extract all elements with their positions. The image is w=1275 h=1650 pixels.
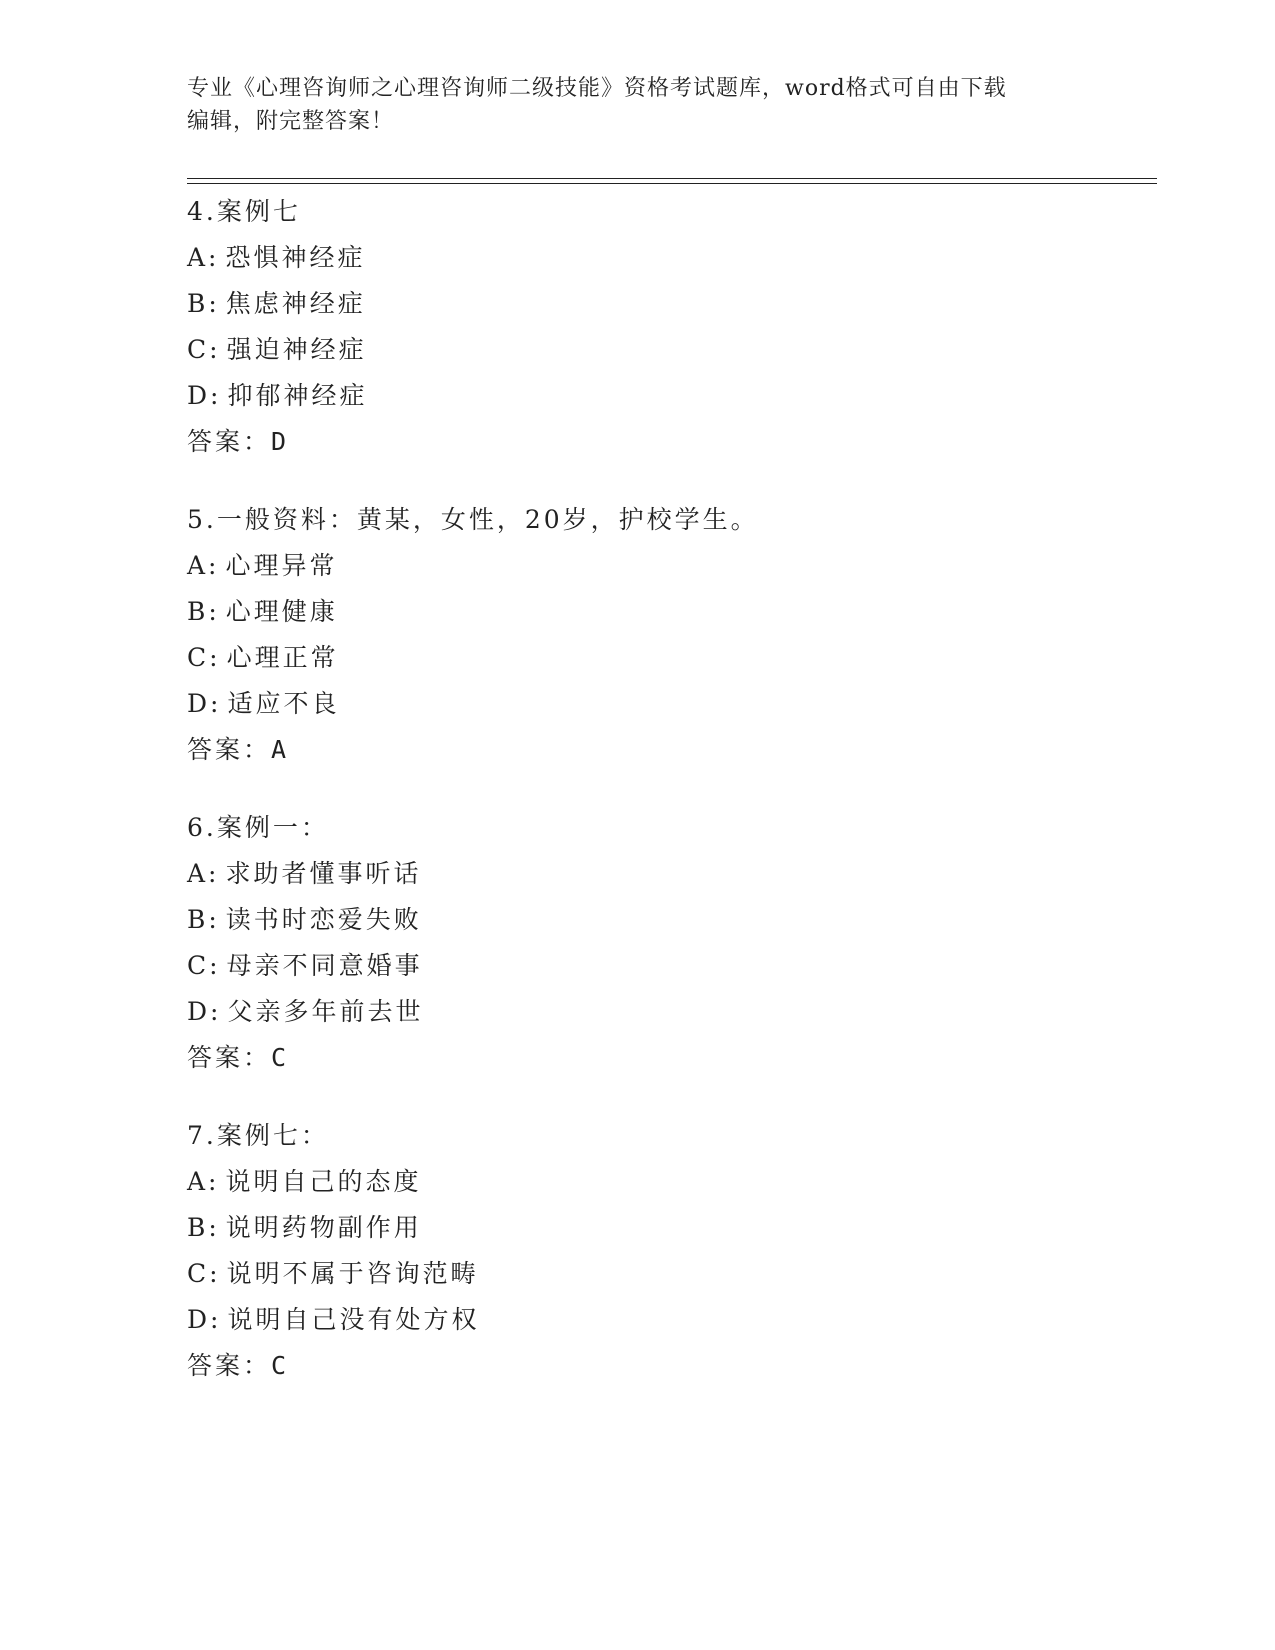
answer-value: D [271, 427, 287, 456]
option-key: B: [187, 1213, 220, 1242]
option-text: 父亲多年前去世 [227, 997, 424, 1026]
option-a [187, 851, 1187, 897]
option-key: A: [187, 551, 220, 580]
question-item [187, 189, 1187, 465]
header-divider-bottom [187, 183, 1157, 184]
option-text: 说明自己的态度 [225, 1167, 422, 1196]
option-d [187, 681, 1187, 727]
question-text: 一般资料：黄某，女性，20岁，护校学生。 [216, 505, 759, 534]
option-text: 心理正常 [226, 643, 339, 672]
option-a [187, 1159, 1187, 1205]
answer-value: C [271, 1351, 287, 1380]
option-key: D: [187, 997, 222, 1026]
question-number: 6. [187, 813, 217, 842]
option-c [187, 943, 1187, 989]
option-key: D: [187, 1305, 222, 1334]
question-number: 7. [187, 1121, 217, 1150]
option-a [187, 543, 1187, 589]
option-key: A: [187, 243, 220, 272]
option-key: D: [187, 381, 222, 410]
answer-label: 答案： [187, 1043, 272, 1072]
answer-line [187, 419, 1187, 465]
option-text: 恐惧神经症 [225, 243, 366, 272]
header-line-2: 编辑，附完整答案！ [187, 109, 395, 134]
option-text: 焦虑神经症 [225, 289, 366, 318]
option-text: 母亲不同意婚事 [226, 951, 423, 980]
answer-line [187, 1343, 1187, 1389]
question-stem [187, 805, 1187, 851]
option-a [187, 235, 1187, 281]
header-divider-top [187, 178, 1157, 179]
answer-value: A [271, 735, 287, 764]
question-list [187, 189, 1187, 1421]
answer-value: C [271, 1043, 287, 1072]
question-text: 案例七 [216, 197, 301, 226]
header-line-1: 专业《心理咨询师之心理咨询师二级技能》资格考试题库，word格式可自由下载 [187, 76, 1007, 101]
option-key: B: [187, 597, 220, 626]
option-text: 心理健康 [225, 597, 338, 626]
option-text: 心理异常 [225, 551, 338, 580]
option-text: 强迫神经症 [226, 335, 367, 364]
option-c [187, 327, 1187, 373]
answer-label: 答案： [187, 1351, 272, 1380]
option-key: C: [187, 1259, 221, 1288]
option-text: 读书时恋爱失败 [225, 905, 422, 934]
option-b [187, 897, 1187, 943]
option-c [187, 635, 1187, 681]
question-item [187, 1113, 1187, 1389]
option-b [187, 281, 1187, 327]
document-header [187, 72, 1087, 138]
question-number: 5. [187, 505, 217, 534]
option-key: C: [187, 335, 221, 364]
option-c [187, 1251, 1187, 1297]
question-text: 案例七： [216, 1121, 329, 1150]
question-text: 案例一： [216, 813, 329, 842]
option-d [187, 989, 1187, 1035]
question-item [187, 497, 1187, 773]
option-text: 适应不良 [227, 689, 340, 718]
answer-label: 答案： [187, 427, 272, 456]
option-key: C: [187, 643, 221, 672]
option-key: A: [187, 859, 220, 888]
option-key: A: [187, 1167, 220, 1196]
option-text: 说明不属于咨询范畴 [226, 1259, 479, 1288]
option-b [187, 1205, 1187, 1251]
option-text: 求助者懂事听话 [225, 859, 422, 888]
option-key: B: [187, 289, 220, 318]
option-key: B: [187, 905, 220, 934]
answer-line [187, 1035, 1187, 1081]
option-b [187, 589, 1187, 635]
question-stem [187, 189, 1187, 235]
option-text: 说明药物副作用 [225, 1213, 422, 1242]
question-item [187, 805, 1187, 1081]
option-d [187, 1297, 1187, 1343]
question-number: 4. [187, 197, 217, 226]
answer-line [187, 727, 1187, 773]
option-key: D: [187, 689, 222, 718]
option-text: 说明自己没有处方权 [227, 1305, 480, 1334]
answer-label: 答案： [187, 735, 272, 764]
option-key: C: [187, 951, 221, 980]
option-d [187, 373, 1187, 419]
question-stem [187, 497, 1187, 543]
question-stem [187, 1113, 1187, 1159]
option-text: 抑郁神经症 [227, 381, 368, 410]
